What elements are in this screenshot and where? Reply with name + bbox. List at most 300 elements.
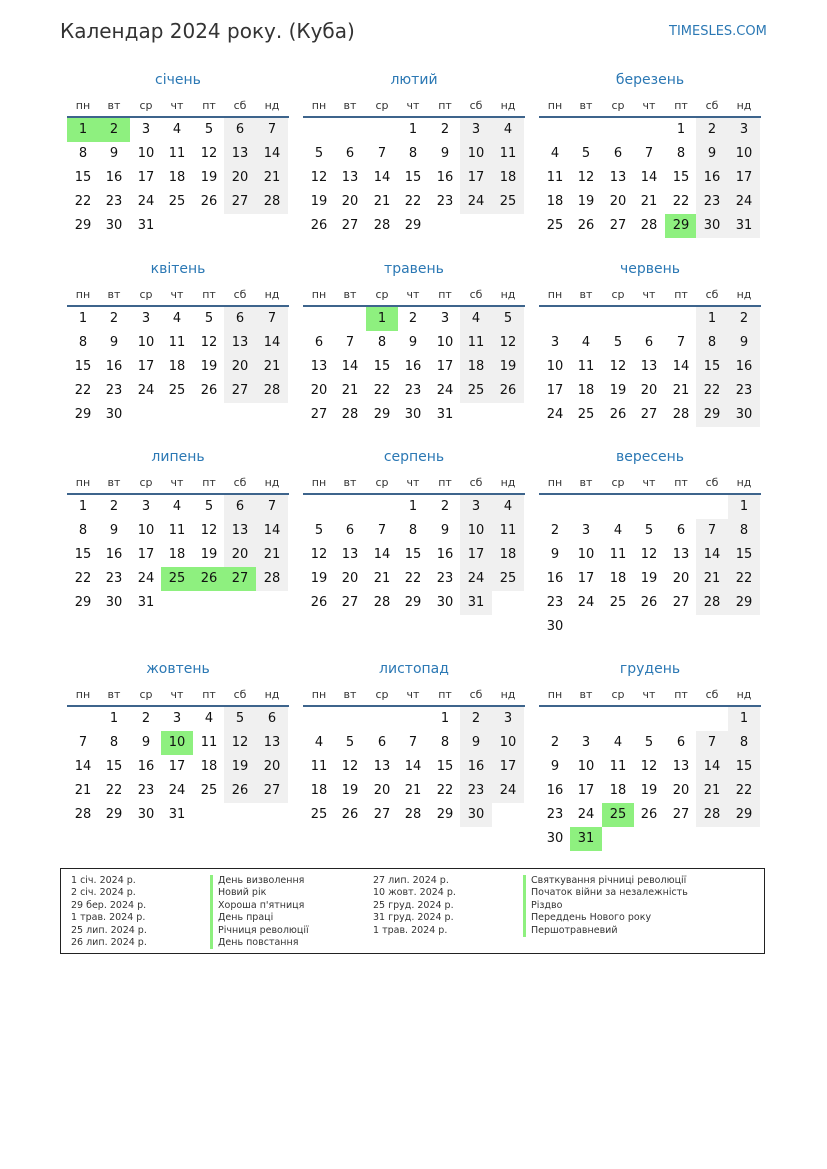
- day-cell[interactable]: 23: [436, 194, 454, 209]
- day-cell[interactable]: 21: [256, 355, 288, 379]
- day-cell[interactable]: 24: [137, 194, 155, 209]
- day-cell[interactable]: 14: [696, 543, 728, 567]
- day-cell[interactable]: 17: [436, 359, 454, 374]
- day-cell[interactable]: 11: [168, 335, 186, 350]
- day-cell[interactable]: 13: [256, 731, 288, 755]
- day-cell[interactable]: 25: [310, 807, 328, 822]
- day-cell[interactable]: 11: [310, 759, 328, 774]
- day-cell[interactable]: 6: [224, 495, 256, 519]
- brand-link[interactable]: TIMESLES.COM: [669, 24, 767, 39]
- day-cell[interactable]: 29: [728, 591, 760, 615]
- day-cell[interactable]: 10: [728, 142, 760, 166]
- day-cell[interactable]: 11: [492, 519, 524, 543]
- day-cell[interactable]: 27: [224, 190, 256, 214]
- day-cell[interactable]: 21: [341, 383, 359, 398]
- day-cell[interactable]: 28: [373, 595, 391, 610]
- day-cell[interactable]: 29: [105, 807, 123, 822]
- day-cell[interactable]: 25: [460, 379, 492, 403]
- day-cell[interactable]: 22: [74, 194, 92, 209]
- day-cell[interactable]: 29: [404, 595, 422, 610]
- day-cell[interactable]: 15: [728, 543, 760, 567]
- day-cell[interactable]: 11: [460, 331, 492, 355]
- day-cell[interactable]: 20: [341, 194, 359, 209]
- day-cell[interactable]: 26: [310, 595, 328, 610]
- day-cell[interactable]: 25: [609, 595, 627, 610]
- day-cell[interactable]: 23: [105, 194, 123, 209]
- day-cell[interactable]: 25: [492, 567, 524, 591]
- day-cell[interactable]: 3: [141, 122, 151, 137]
- day-cell[interactable]: 3: [460, 118, 492, 142]
- day-cell[interactable]: 6: [224, 118, 256, 142]
- day-cell[interactable]: 26: [200, 383, 218, 398]
- day-cell[interactable]: 18: [609, 783, 627, 798]
- day-cell[interactable]: 4: [172, 122, 182, 137]
- day-cell[interactable]: 2: [696, 118, 728, 142]
- day-cell[interactable]: 23: [105, 571, 123, 586]
- day-cell[interactable]: 13: [640, 359, 658, 374]
- holiday-day[interactable]: 2: [98, 118, 130, 142]
- day-cell[interactable]: 16: [436, 547, 454, 562]
- day-cell[interactable]: 4: [460, 307, 492, 331]
- day-cell[interactable]: 9: [696, 142, 728, 166]
- day-cell[interactable]: 31: [137, 595, 155, 610]
- day-cell[interactable]: 5: [204, 499, 214, 514]
- day-cell[interactable]: 20: [672, 783, 690, 798]
- day-cell[interactable]: 23: [546, 807, 564, 822]
- day-cell[interactable]: 7: [377, 523, 387, 538]
- day-cell[interactable]: 21: [256, 543, 288, 567]
- day-cell[interactable]: 18: [546, 194, 564, 209]
- day-cell[interactable]: 8: [408, 146, 418, 161]
- day-cell[interactable]: 2: [460, 707, 492, 731]
- day-cell[interactable]: 7: [256, 307, 288, 331]
- day-cell[interactable]: 18: [168, 547, 186, 562]
- day-cell[interactable]: 9: [109, 146, 119, 161]
- day-cell[interactable]: 13: [224, 519, 256, 543]
- day-cell[interactable]: 10: [577, 759, 595, 774]
- day-cell[interactable]: 11: [609, 759, 627, 774]
- day-cell[interactable]: 8: [408, 523, 418, 538]
- day-cell[interactable]: 22: [74, 383, 92, 398]
- day-cell[interactable]: 4: [314, 735, 324, 750]
- day-cell[interactable]: 11: [200, 735, 218, 750]
- day-cell[interactable]: 18: [460, 355, 492, 379]
- day-cell[interactable]: 16: [546, 783, 564, 798]
- day-cell[interactable]: 29: [74, 407, 92, 422]
- day-cell[interactable]: 4: [613, 735, 623, 750]
- day-cell[interactable]: 12: [341, 759, 359, 774]
- day-cell[interactable]: 8: [78, 146, 88, 161]
- day-cell[interactable]: 13: [672, 759, 690, 774]
- day-cell[interactable]: 14: [672, 359, 690, 374]
- day-cell[interactable]: 14: [373, 170, 391, 185]
- day-cell[interactable]: 17: [728, 166, 760, 190]
- day-cell[interactable]: 15: [373, 359, 391, 374]
- day-cell[interactable]: 30: [404, 407, 422, 422]
- day-cell[interactable]: 5: [204, 311, 214, 326]
- day-cell[interactable]: 2: [440, 499, 450, 514]
- day-cell[interactable]: 6: [224, 307, 256, 331]
- day-cell[interactable]: 30: [436, 595, 454, 610]
- day-cell[interactable]: 1: [408, 499, 418, 514]
- day-cell[interactable]: 18: [577, 383, 595, 398]
- day-cell[interactable]: 26: [577, 218, 595, 233]
- day-cell[interactable]: 18: [168, 359, 186, 374]
- day-cell[interactable]: 13: [341, 170, 359, 185]
- day-cell[interactable]: 3: [728, 118, 760, 142]
- day-cell[interactable]: 27: [609, 218, 627, 233]
- holiday-day[interactable]: 27: [224, 567, 256, 591]
- day-cell[interactable]: 27: [373, 807, 391, 822]
- day-cell[interactable]: 12: [310, 547, 328, 562]
- day-cell[interactable]: 29: [74, 218, 92, 233]
- day-cell[interactable]: 27: [640, 407, 658, 422]
- day-cell[interactable]: 29: [436, 807, 454, 822]
- day-cell[interactable]: 6: [644, 335, 654, 350]
- day-cell[interactable]: 21: [404, 783, 422, 798]
- day-cell[interactable]: 13: [609, 170, 627, 185]
- day-cell[interactable]: 5: [204, 122, 214, 137]
- day-cell[interactable]: 3: [550, 335, 560, 350]
- day-cell[interactable]: 11: [168, 523, 186, 538]
- day-cell[interactable]: 22: [105, 783, 123, 798]
- day-cell[interactable]: 1: [78, 311, 88, 326]
- day-cell[interactable]: 28: [74, 807, 92, 822]
- day-cell[interactable]: 29: [373, 407, 391, 422]
- day-cell[interactable]: 16: [105, 359, 123, 374]
- day-cell[interactable]: 4: [172, 499, 182, 514]
- day-cell[interactable]: 5: [224, 707, 256, 731]
- day-cell[interactable]: 2: [550, 523, 560, 538]
- day-cell[interactable]: 14: [256, 142, 288, 166]
- holiday-day[interactable]: 25: [161, 567, 193, 591]
- day-cell[interactable]: 12: [224, 731, 256, 755]
- day-cell[interactable]: 2: [440, 122, 450, 137]
- day-cell[interactable]: 28: [256, 379, 288, 403]
- day-cell[interactable]: 21: [256, 166, 288, 190]
- day-cell[interactable]: 17: [460, 166, 492, 190]
- day-cell[interactable]: 27: [341, 595, 359, 610]
- day-cell[interactable]: 30: [105, 218, 123, 233]
- day-cell[interactable]: 13: [373, 759, 391, 774]
- day-cell[interactable]: 27: [672, 595, 690, 610]
- day-cell[interactable]: 5: [613, 335, 623, 350]
- day-cell[interactable]: 10: [460, 142, 492, 166]
- day-cell[interactable]: 19: [200, 547, 218, 562]
- day-cell[interactable]: 28: [341, 407, 359, 422]
- day-cell[interactable]: 13: [224, 331, 256, 355]
- day-cell[interactable]: 8: [440, 735, 450, 750]
- day-cell[interactable]: 3: [141, 311, 151, 326]
- day-cell[interactable]: 30: [460, 803, 492, 827]
- day-cell[interactable]: 25: [492, 190, 524, 214]
- day-cell[interactable]: 3: [460, 495, 492, 519]
- day-cell[interactable]: 15: [404, 170, 422, 185]
- day-cell[interactable]: 15: [74, 547, 92, 562]
- day-cell[interactable]: 15: [436, 759, 454, 774]
- day-cell[interactable]: 6: [314, 335, 324, 350]
- day-cell[interactable]: 23: [137, 783, 155, 798]
- day-cell[interactable]: 1: [728, 495, 760, 519]
- day-cell[interactable]: 19: [200, 359, 218, 374]
- day-cell[interactable]: 20: [224, 166, 256, 190]
- day-cell[interactable]: 15: [672, 170, 690, 185]
- day-cell[interactable]: 14: [696, 755, 728, 779]
- day-cell[interactable]: 1: [728, 707, 760, 731]
- day-cell[interactable]: 15: [105, 759, 123, 774]
- day-cell[interactable]: 31: [728, 214, 760, 238]
- day-cell[interactable]: 29: [404, 218, 422, 233]
- day-cell[interactable]: 20: [373, 783, 391, 798]
- day-cell[interactable]: 17: [168, 759, 186, 774]
- day-cell[interactable]: 19: [341, 783, 359, 798]
- day-cell[interactable]: 7: [345, 335, 355, 350]
- day-cell[interactable]: 22: [74, 571, 92, 586]
- day-cell[interactable]: 24: [137, 571, 155, 586]
- day-cell[interactable]: 22: [404, 571, 422, 586]
- day-cell[interactable]: 3: [141, 499, 151, 514]
- day-cell[interactable]: 8: [78, 335, 88, 350]
- day-cell[interactable]: 18: [609, 571, 627, 586]
- day-cell[interactable]: 18: [168, 170, 186, 185]
- day-cell[interactable]: 30: [696, 214, 728, 238]
- day-cell[interactable]: 17: [137, 547, 155, 562]
- day-cell[interactable]: 31: [168, 807, 186, 822]
- day-cell[interactable]: 24: [460, 567, 492, 591]
- day-cell[interactable]: 29: [696, 403, 728, 427]
- day-cell[interactable]: 20: [341, 571, 359, 586]
- day-cell[interactable]: 27: [341, 218, 359, 233]
- day-cell[interactable]: 6: [377, 735, 387, 750]
- day-cell[interactable]: 20: [672, 571, 690, 586]
- day-cell[interactable]: 12: [492, 331, 524, 355]
- day-cell[interactable]: 24: [492, 779, 524, 803]
- day-cell[interactable]: 2: [728, 307, 760, 331]
- day-cell[interactable]: 4: [492, 118, 524, 142]
- day-cell[interactable]: 10: [436, 335, 454, 350]
- day-cell[interactable]: 4: [550, 146, 560, 161]
- day-cell[interactable]: 17: [460, 543, 492, 567]
- day-cell[interactable]: 8: [696, 331, 728, 355]
- day-cell[interactable]: 26: [200, 194, 218, 209]
- day-cell[interactable]: 10: [137, 335, 155, 350]
- day-cell[interactable]: 20: [256, 755, 288, 779]
- day-cell[interactable]: 28: [672, 407, 690, 422]
- day-cell[interactable]: 4: [172, 311, 182, 326]
- day-cell[interactable]: 31: [137, 218, 155, 233]
- day-cell[interactable]: 8: [728, 519, 760, 543]
- day-cell[interactable]: 6: [256, 707, 288, 731]
- day-cell[interactable]: 6: [676, 523, 686, 538]
- day-cell[interactable]: 8: [377, 335, 387, 350]
- holiday-day[interactable]: 25: [602, 803, 634, 827]
- day-cell[interactable]: 28: [256, 190, 288, 214]
- day-cell[interactable]: 14: [74, 759, 92, 774]
- day-cell[interactable]: 7: [256, 118, 288, 142]
- day-cell[interactable]: 24: [728, 190, 760, 214]
- day-cell[interactable]: 9: [109, 335, 119, 350]
- day-cell[interactable]: 28: [373, 218, 391, 233]
- holiday-day[interactable]: 31: [570, 827, 602, 851]
- day-cell[interactable]: 24: [546, 407, 564, 422]
- day-cell[interactable]: 20: [640, 383, 658, 398]
- day-cell[interactable]: 22: [436, 783, 454, 798]
- day-cell[interactable]: 4: [492, 495, 524, 519]
- day-cell[interactable]: 25: [168, 194, 186, 209]
- day-cell[interactable]: 3: [581, 523, 591, 538]
- day-cell[interactable]: 28: [640, 218, 658, 233]
- day-cell[interactable]: 26: [224, 779, 256, 803]
- day-cell[interactable]: 21: [640, 194, 658, 209]
- day-cell[interactable]: 28: [404, 807, 422, 822]
- day-cell[interactable]: 9: [408, 335, 418, 350]
- day-cell[interactable]: 11: [492, 142, 524, 166]
- day-cell[interactable]: 22: [728, 779, 760, 803]
- day-cell[interactable]: 6: [345, 146, 355, 161]
- day-cell[interactable]: 25: [577, 407, 595, 422]
- day-cell[interactable]: 22: [696, 379, 728, 403]
- day-cell[interactable]: 9: [460, 731, 492, 755]
- day-cell[interactable]: 24: [577, 595, 595, 610]
- day-cell[interactable]: 3: [172, 711, 182, 726]
- day-cell[interactable]: 7: [78, 735, 88, 750]
- day-cell[interactable]: 13: [341, 547, 359, 562]
- holiday-day[interactable]: 26: [193, 567, 225, 591]
- day-cell[interactable]: 22: [672, 194, 690, 209]
- day-cell[interactable]: 10: [460, 519, 492, 543]
- day-cell[interactable]: 4: [204, 711, 214, 726]
- day-cell[interactable]: 7: [377, 146, 387, 161]
- day-cell[interactable]: 23: [696, 190, 728, 214]
- day-cell[interactable]: 3: [440, 311, 450, 326]
- day-cell[interactable]: 26: [310, 218, 328, 233]
- day-cell[interactable]: 27: [256, 779, 288, 803]
- day-cell[interactable]: 12: [577, 170, 595, 185]
- day-cell[interactable]: 1: [676, 122, 686, 137]
- day-cell[interactable]: 19: [200, 170, 218, 185]
- day-cell[interactable]: 24: [137, 383, 155, 398]
- day-cell[interactable]: 30: [105, 407, 123, 422]
- day-cell[interactable]: 13: [672, 547, 690, 562]
- day-cell[interactable]: 13: [224, 142, 256, 166]
- day-cell[interactable]: 24: [577, 807, 595, 822]
- day-cell[interactable]: 18: [310, 783, 328, 798]
- day-cell[interactable]: 11: [577, 359, 595, 374]
- day-cell[interactable]: 23: [105, 383, 123, 398]
- day-cell[interactable]: 23: [436, 571, 454, 586]
- day-cell[interactable]: 16: [436, 170, 454, 185]
- day-cell[interactable]: 23: [728, 379, 760, 403]
- day-cell[interactable]: 6: [676, 735, 686, 750]
- day-cell[interactable]: 3: [492, 707, 524, 731]
- day-cell[interactable]: 11: [546, 170, 564, 185]
- day-cell[interactable]: 7: [256, 495, 288, 519]
- day-cell[interactable]: 19: [640, 571, 658, 586]
- day-cell[interactable]: 24: [460, 190, 492, 214]
- day-cell[interactable]: 12: [640, 547, 658, 562]
- day-cell[interactable]: 4: [613, 523, 623, 538]
- day-cell[interactable]: 17: [577, 783, 595, 798]
- day-cell[interactable]: 15: [404, 547, 422, 562]
- day-cell[interactable]: 22: [373, 383, 391, 398]
- day-cell[interactable]: 25: [168, 383, 186, 398]
- day-cell[interactable]: 20: [224, 355, 256, 379]
- day-cell[interactable]: 28: [256, 567, 288, 591]
- day-cell[interactable]: 9: [440, 146, 450, 161]
- day-cell[interactable]: 12: [200, 146, 218, 161]
- day-cell[interactable]: 9: [550, 547, 560, 562]
- holiday-day[interactable]: 10: [161, 731, 193, 755]
- day-cell[interactable]: 29: [74, 595, 92, 610]
- day-cell[interactable]: 15: [74, 359, 92, 374]
- day-cell[interactable]: 22: [728, 567, 760, 591]
- day-cell[interactable]: 5: [314, 523, 324, 538]
- day-cell[interactable]: 30: [546, 619, 564, 634]
- day-cell[interactable]: 28: [696, 591, 728, 615]
- day-cell[interactable]: 17: [546, 383, 564, 398]
- day-cell[interactable]: 30: [105, 595, 123, 610]
- day-cell[interactable]: 30: [137, 807, 155, 822]
- day-cell[interactable]: 10: [492, 731, 524, 755]
- day-cell[interactable]: 21: [672, 383, 690, 398]
- day-cell[interactable]: 19: [577, 194, 595, 209]
- day-cell[interactable]: 12: [310, 170, 328, 185]
- day-cell[interactable]: 6: [613, 146, 623, 161]
- day-cell[interactable]: 22: [404, 194, 422, 209]
- day-cell[interactable]: 3: [581, 735, 591, 750]
- day-cell[interactable]: 15: [74, 170, 92, 185]
- day-cell[interactable]: 16: [105, 170, 123, 185]
- day-cell[interactable]: 20: [224, 543, 256, 567]
- day-cell[interactable]: 30: [728, 403, 760, 427]
- day-cell[interactable]: 1: [440, 711, 450, 726]
- day-cell[interactable]: 21: [373, 194, 391, 209]
- day-cell[interactable]: 10: [137, 146, 155, 161]
- day-cell[interactable]: 8: [109, 735, 119, 750]
- day-cell[interactable]: 5: [492, 307, 524, 331]
- day-cell[interactable]: 19: [310, 571, 328, 586]
- day-cell[interactable]: 30: [546, 831, 564, 846]
- day-cell[interactable]: 27: [672, 807, 690, 822]
- day-cell[interactable]: 1: [696, 307, 728, 331]
- day-cell[interactable]: 18: [492, 166, 524, 190]
- day-cell[interactable]: 19: [492, 355, 524, 379]
- day-cell[interactable]: 16: [137, 759, 155, 774]
- day-cell[interactable]: 2: [109, 311, 119, 326]
- day-cell[interactable]: 12: [200, 335, 218, 350]
- day-cell[interactable]: 2: [408, 311, 418, 326]
- day-cell[interactable]: 1: [408, 122, 418, 137]
- day-cell[interactable]: 14: [256, 519, 288, 543]
- day-cell[interactable]: 21: [696, 567, 728, 591]
- day-cell[interactable]: 14: [373, 547, 391, 562]
- day-cell[interactable]: 23: [460, 779, 492, 803]
- day-cell[interactable]: 26: [492, 379, 524, 403]
- day-cell[interactable]: 10: [546, 359, 564, 374]
- day-cell[interactable]: 10: [577, 547, 595, 562]
- day-cell[interactable]: 19: [640, 783, 658, 798]
- day-cell[interactable]: 2: [141, 711, 151, 726]
- day-cell[interactable]: 24: [436, 383, 454, 398]
- day-cell[interactable]: 18: [492, 543, 524, 567]
- day-cell[interactable]: 9: [141, 735, 151, 750]
- holiday-day[interactable]: 1: [366, 307, 398, 331]
- day-cell[interactable]: 23: [546, 595, 564, 610]
- day-cell[interactable]: 8: [78, 523, 88, 538]
- day-cell[interactable]: 14: [256, 331, 288, 355]
- day-cell[interactable]: 15: [728, 755, 760, 779]
- day-cell[interactable]: 5: [581, 146, 591, 161]
